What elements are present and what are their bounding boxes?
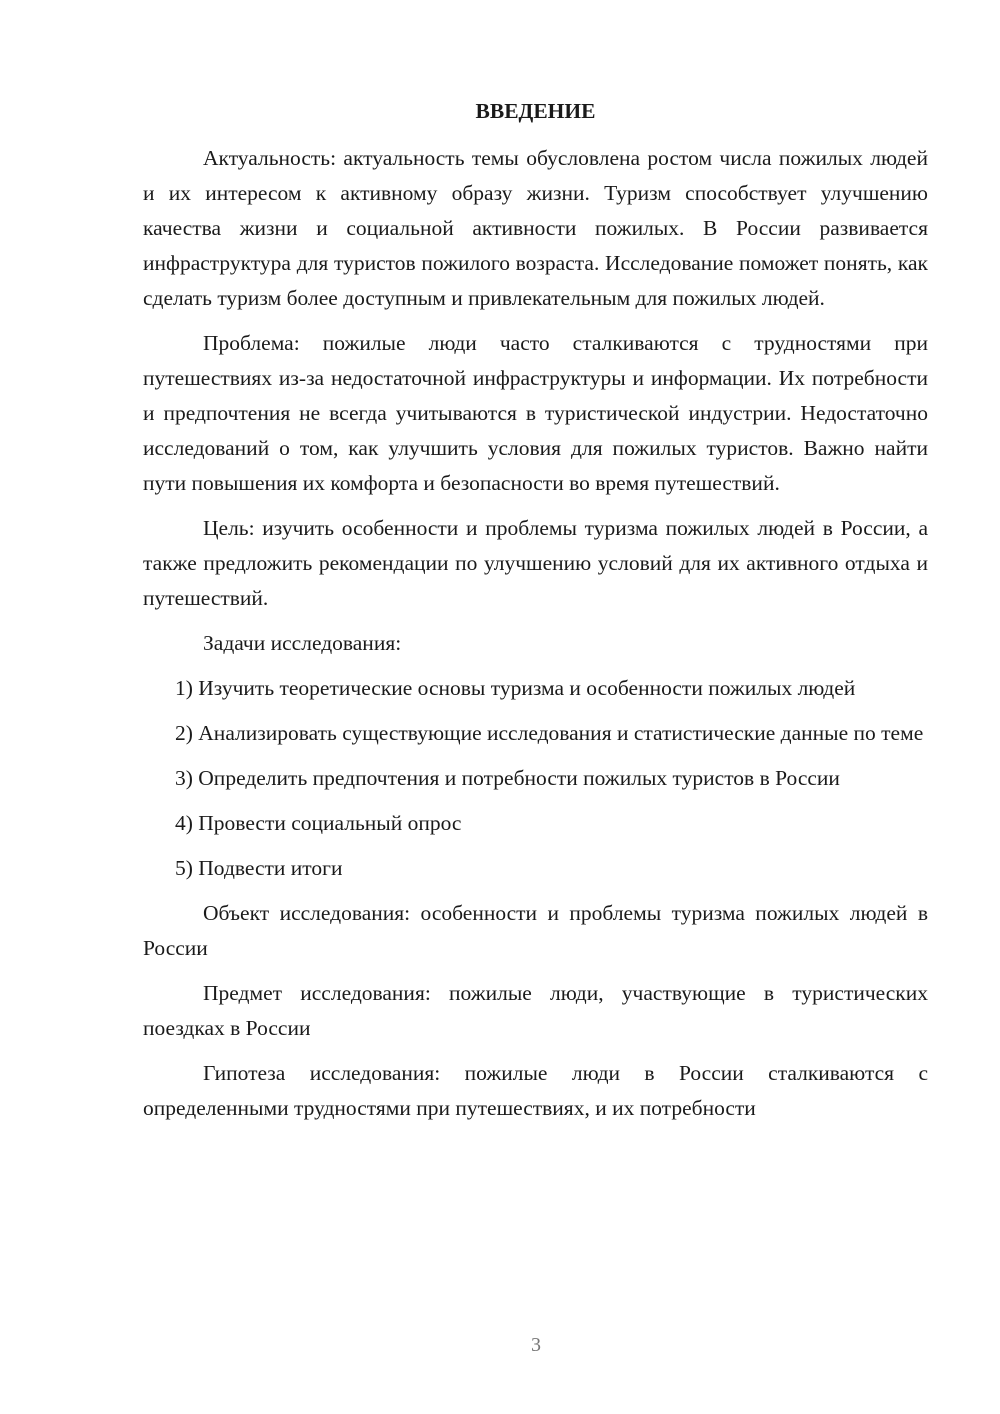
object-paragraph: Объект исследования: особенности и проблемы туризма пожилых людей в России [143,901,928,960]
hypothesis-paragraph: Гипотеза исследования: пожилые люди в России сталкиваются с определенными трудностями при путешествиях, и их потребности [143,1061,928,1120]
document-page [143,94,928,1136]
subject-paragraph: Предмет исследования: пожилые люди, участвующие в туристических поездках в России [143,981,928,1040]
task-item: 2) Анализировать существующие исследования и статистические данные по теме [175,721,924,745]
tasks-heading: Задачи исследования: [203,631,402,655]
task-item: 1) Изучить теоретические основы туризма и особенности пожилых людей [175,676,856,700]
task-item: 5) Подвести итоги [175,856,343,880]
page-title: ВВЕДЕНИЕ [475,99,596,123]
task-item: 3) Определить предпочтения и потребности пожилых туристов в России [175,766,840,790]
relevance-paragraph: Актуальность: актуальность темы обусловлена ростом числа пожилых людей и их интересом к активному образу жизни. Туризм способствует улучшению качества жизни и социальной активности пожилых. В России развивается инфраструктура для туристов пожилого возраста. Исследование поможет понять, как сделать туризм более доступным и привлекательным для пожилых людей. [143,146,928,310]
task-item: 4) Провести социальный опрос [175,811,462,835]
goal-paragraph: Цель: изучить особенности и проблемы туризма пожилых людей в России, а также предложить рекомендации по улучшению условий для их активного отдыха и путешествий. [143,516,928,610]
problem-paragraph: Проблема: пожилые люди часто сталкиваются с трудностями при путешествиях из-за недостаточной инфраструктуры и информации. Их потребности и предпочтения не всегда учитываются в туристической индустрии. Недостаточно исследований о том, как улучшить условия для пожилых туристов. Важно найти пути повышения их комфорта и безопасности во время путешествий. [143,331,928,495]
page-number: 3 [531,1334,541,1356]
